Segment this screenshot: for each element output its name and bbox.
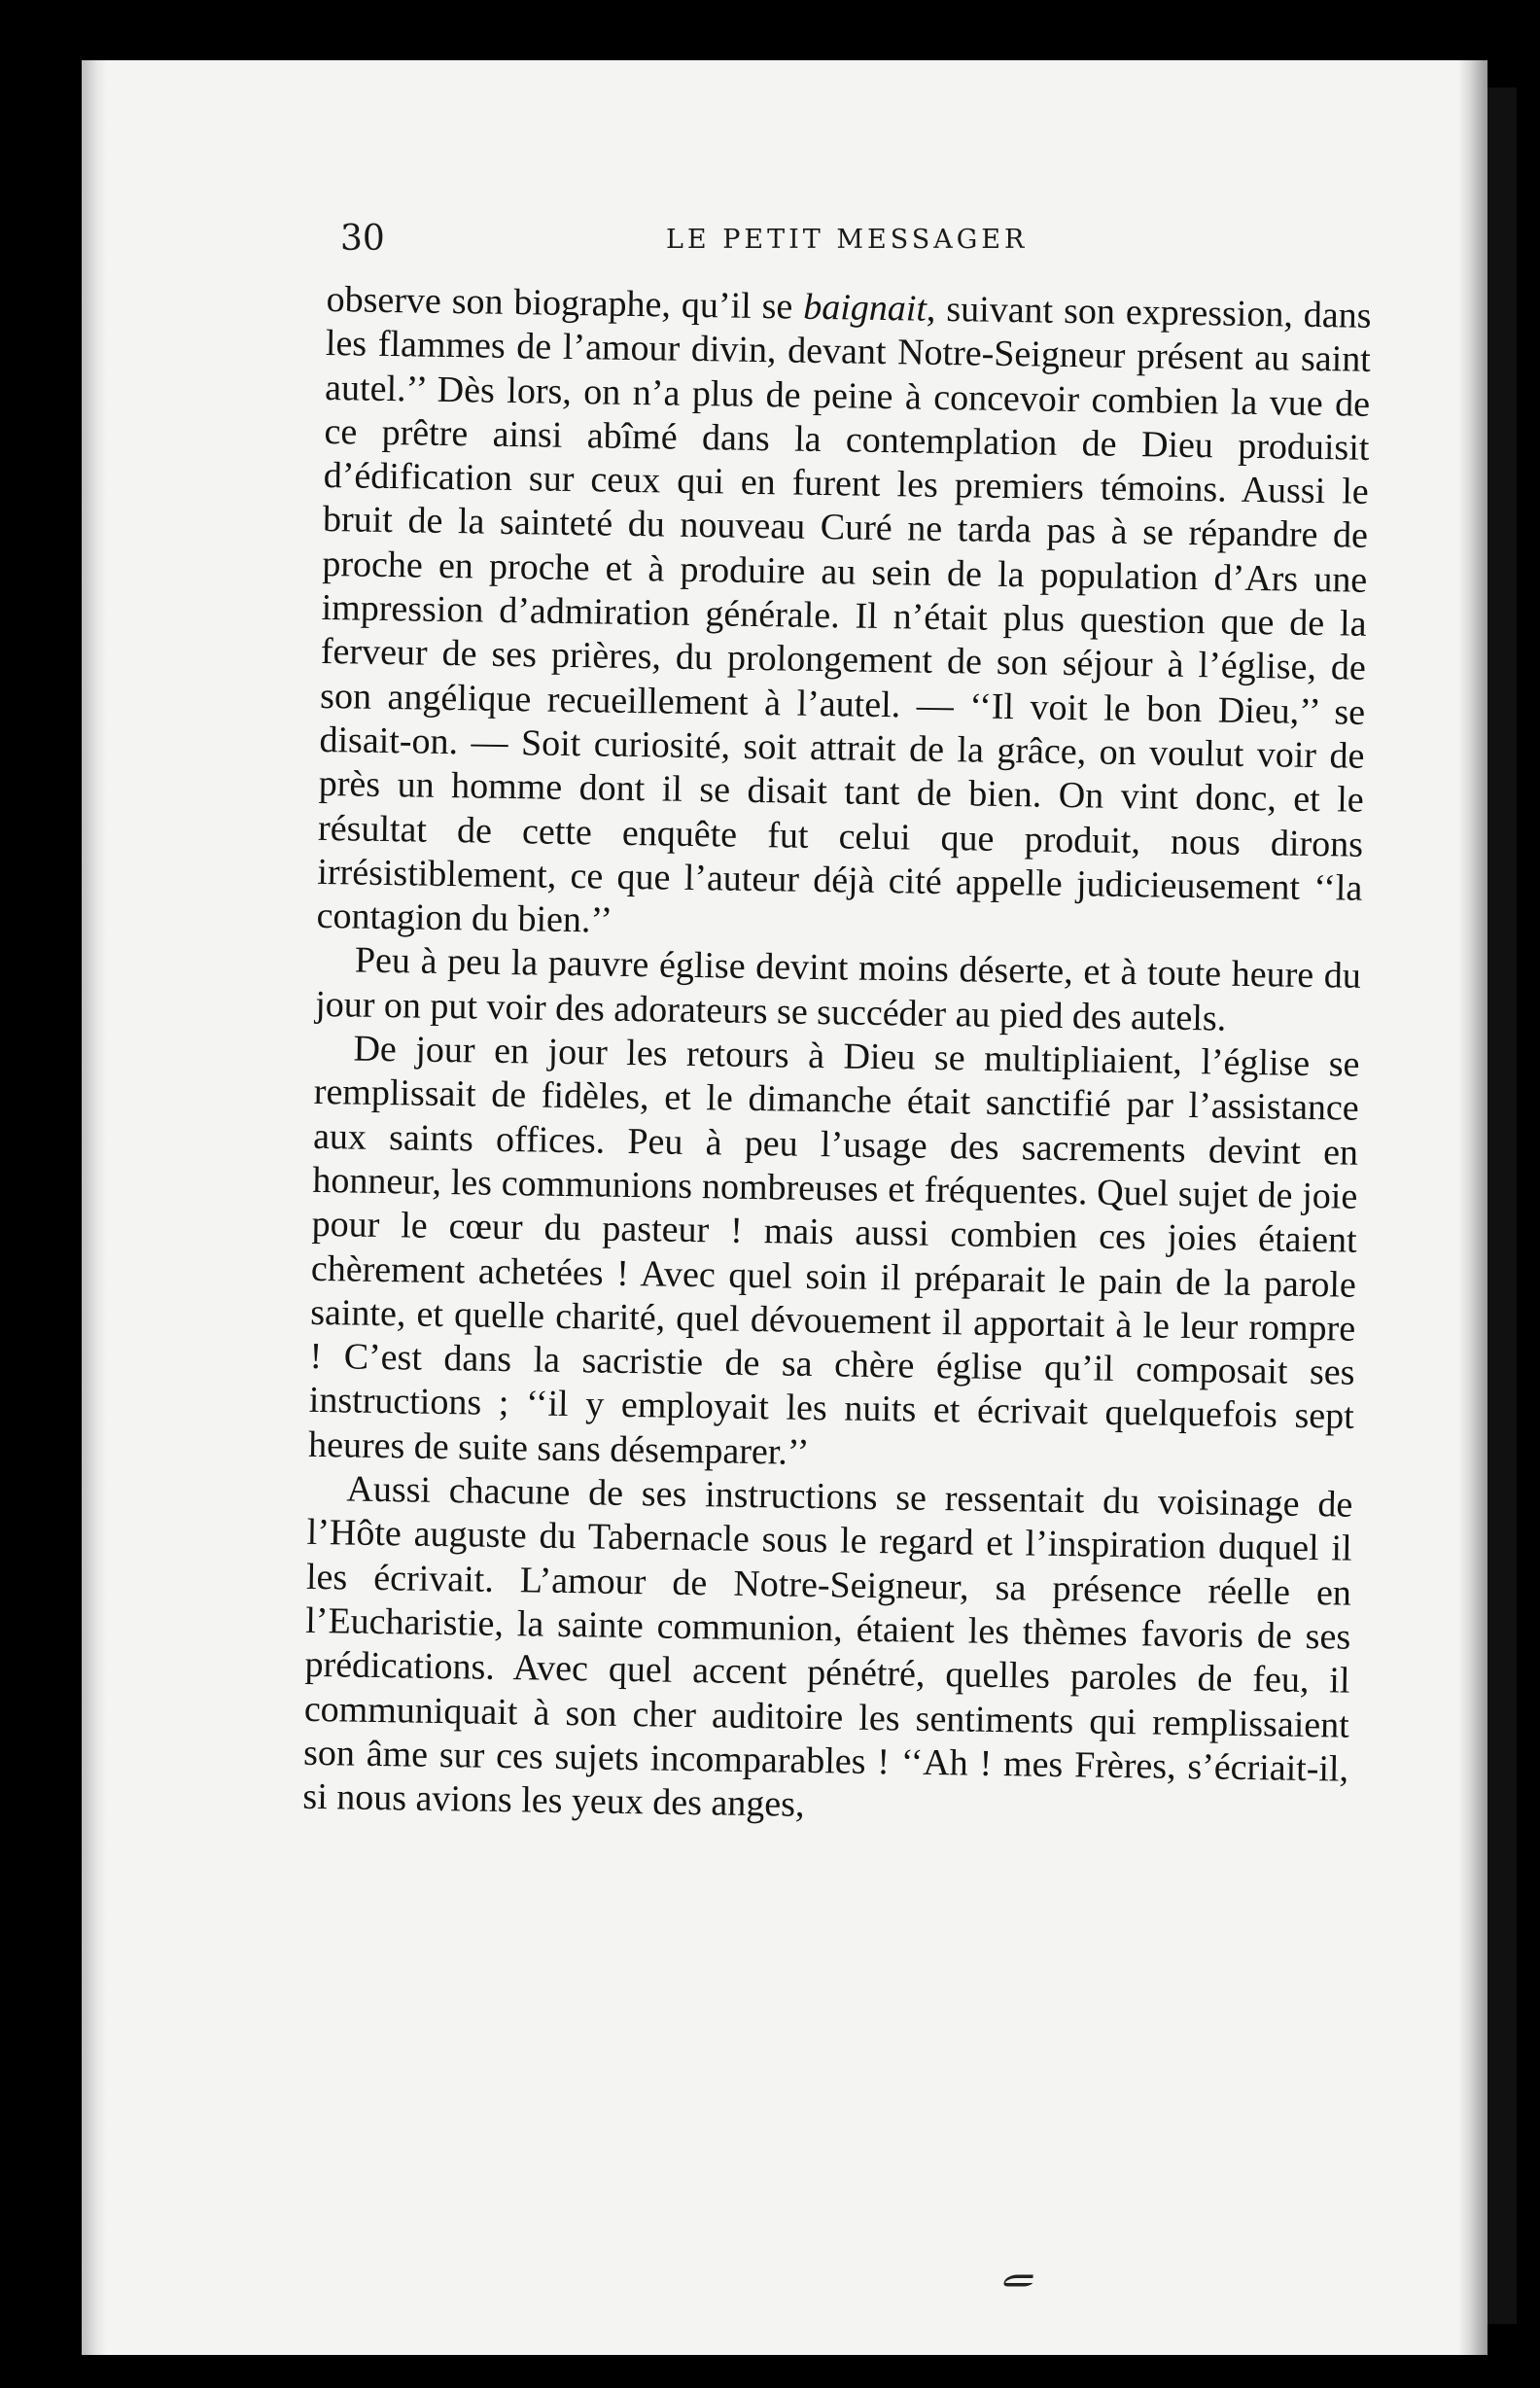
paragraph-1-lead: observe son biographe, qu’il se (326, 278, 804, 328)
page-left-edge (82, 60, 107, 2355)
page-number: 30 (340, 219, 385, 259)
handwritten-mark: ﮯ (1001, 2236, 1033, 2289)
paragraph-1-rest: , suivant son expression, dans les flammes de l’amour divin, devant Notre-Seigneur présent au saint autel.’’ Dès lors, on n’a plus de peine à concevoir combien la vue de ce prêtre ainsi abîmé dans la contemplation de Dieu produisit d’édification sur ceux qui en furent les premiers témoins. Aussi le bruit de la sainteté du nouveau Curé ne tarda pas à se répandre de proche en proche et à produire au sein de la population d’Ars une impression d’admiration générale. Il n’était plus question que de la ferveur de ses prières, du prolongement de son séjour à l’église, de son angélique recueillement à l’autel. — ‘‘Il voit le bon Dieu,’’ se disait-on. — Soit curiosité, soit attrait de la grâce, on voulut voir de près un homme dont il se disait tant de bien. On vint donc, et le résultat de cette enquête fut celui que produit, nous dirons irrésistiblement, ce que l’auteur déjà cité appelle judicieusement ‘‘la contagion du bien.’’ (316, 288, 1372, 941)
running-head (340, 219, 1361, 267)
scan-gutter (1488, 88, 1517, 2324)
paragraph-1-emphasis: baignait (802, 286, 928, 330)
paragraph-4: Aussi chacune de ses instructions se ressentait du voisinage de l’Hôte auguste du Tabernacle sous le regard et l’inspiration duquel il les écrivait. L’amour de Notre-Seigneur, sa présence réelle en l’Eucharistie, la sainte communion, étaient les thèmes favoris de ses prédications. Avec quel accent pénétré, quelles paroles de feu, il communiquait à son cher auditoire les sentiments qui remplissaient son âme sur ces sujets incomparables ! ‘‘Ah ! mes Frères, s’écriait-il, si nous avions les yeux des anges, (302, 1468, 1353, 1826)
paragraph-3: De jour en jour les retours à Dieu se multipliaient, l’église se remplissait de fidèles, et le dimanche était sanctifié par l’assistance aux saints offices. Peu à peu l’usage des sacrements devint en honneur, les communions nombreuses et fréquentes. Quel sujet de joie pour le cœur du pasteur ! mais aussi combien ces joies étaient chèrement achetées ! Avec quel soin il préparait le pain de la parole sainte, et quelle charité, quel dévouement il apportait à le leur rompre ! C’est dans la sacristie de sa chère église qu’il composait ses instructions ; ‘‘il y employait les nuits et écrivait quelquefois sept heures de suite sans désemparer.’’ (307, 1028, 1360, 1473)
running-title: LE PETIT MESSAGER (666, 225, 1029, 255)
paragraph-2: Peu à peu la pauvre église devint moins déserte, et à toute heure du jour on put voir des adorateurs se succéder au pied des autels. (314, 939, 1362, 1039)
paragraph-1 (316, 278, 1372, 955)
page-right-edge (1458, 60, 1488, 2355)
body-text (302, 278, 1372, 1836)
